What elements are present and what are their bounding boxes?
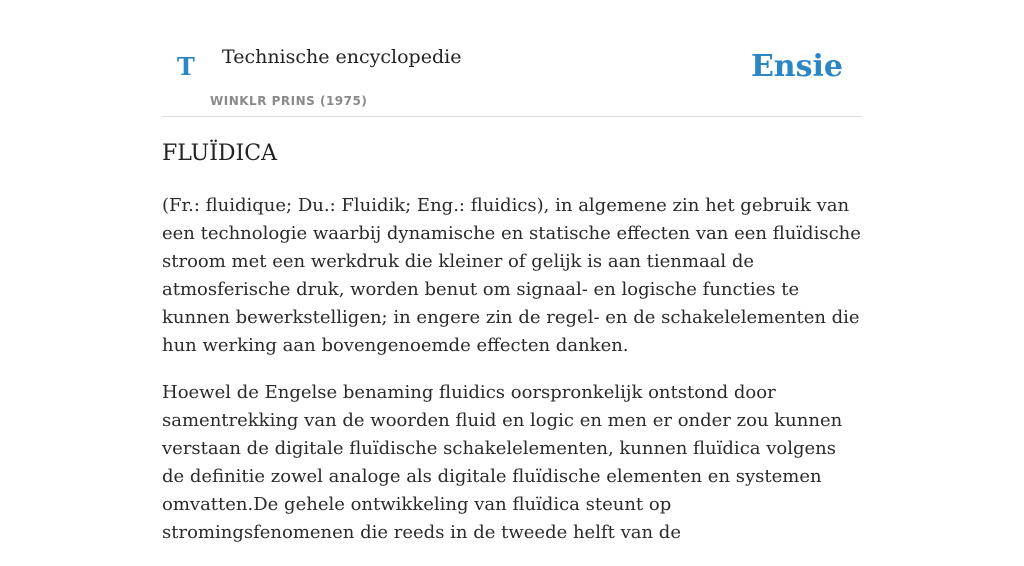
article-paragraph: Hoewel de Engelse benaming fluidics oorspronkelijk ontstond door samentrekking van de woorden fluid en logic en men er onder zou kunnen verstaan de digitale fluïdische schakelelementen, kunnen fluïdica volgens de definitie zowel analoge als digitale fluïdische elementen en systemen omvatten.De gehele ontwikkeling van fluïdica steunt op stromingsfenomenen die reeds in de tweede helft van de bbox=[162, 382, 843, 543]
article-paragraph: (Fr.: fluidique; Du.: Fluidik; Eng.: fluidics), in algemene zin het gebruik van een technologie waarbij dynamische en statische effecten van een fluïdische stroom met een werkdruk die kleiner of gelijk is aan tienmaal de atmosferische druk, worden benut om signaal- en logische functies te kunnen bewerkstelligen; in engere zin de regel- en de schakelelementen die hun werking aan bovengenoemde effecten danken. bbox=[162, 195, 861, 356]
article-body bbox=[162, 192, 862, 566]
book-title-link[interactable]: Technische encyclopedie bbox=[222, 46, 462, 68]
content-container bbox=[162, 0, 862, 543]
book-subtitle: WINKLR PRINS (1975) bbox=[210, 94, 368, 108]
header bbox=[162, 0, 862, 117]
entry-title: FLUÏDICA bbox=[162, 141, 277, 166]
ensie-logo-link[interactable]: Ensie bbox=[750, 49, 843, 84]
book-logo-icon[interactable]: T bbox=[177, 52, 195, 81]
